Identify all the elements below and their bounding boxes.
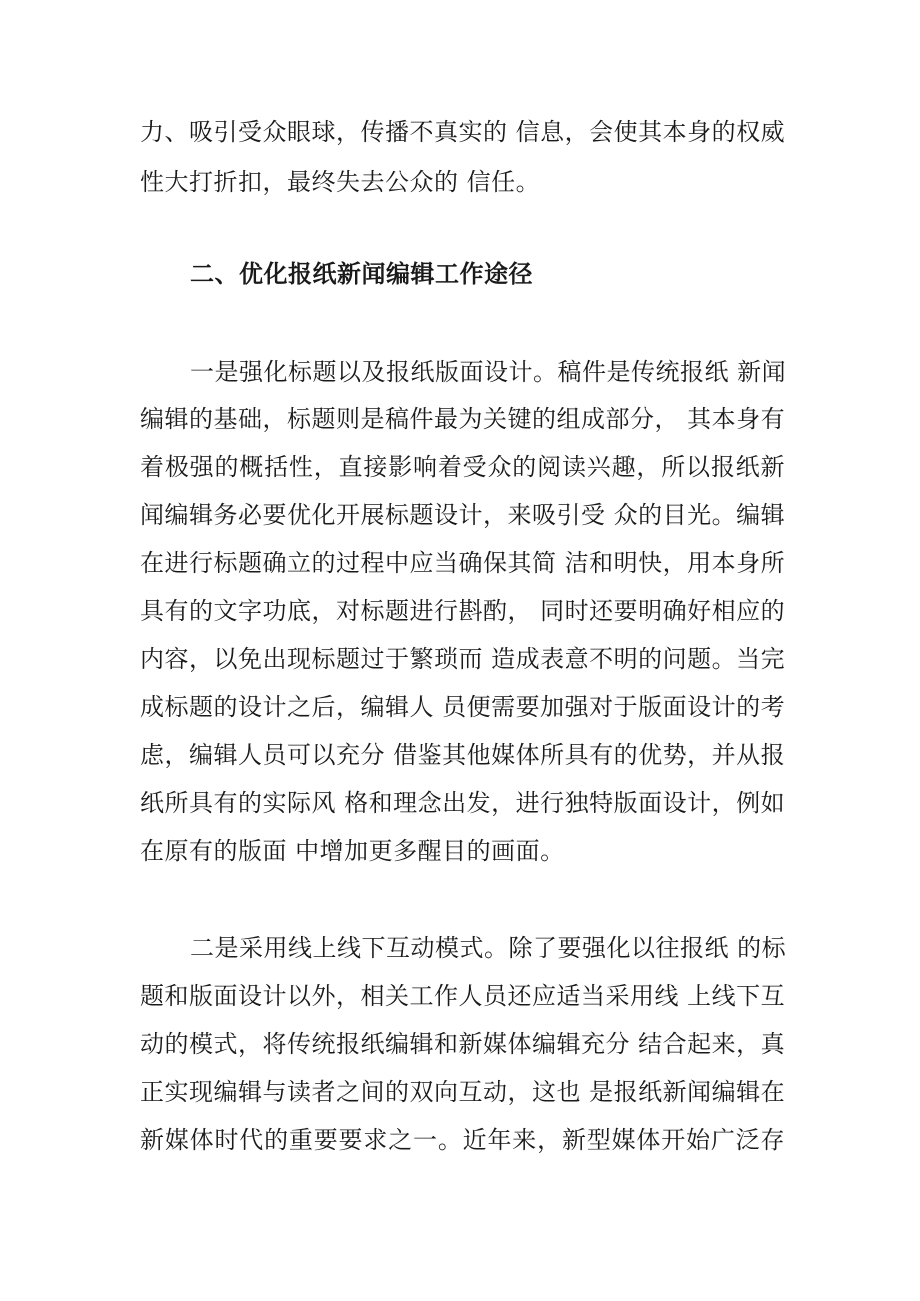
section-heading: 二、优化报纸新闻编辑工作途径 — [190, 260, 533, 288]
paragraph-2-line-1: 二是采用线上线下互动模式。除了要强化以往报纸 的标 — [190, 934, 787, 962]
paragraph-1-line-2: 编辑的基础，标题则是稿件最为关键的组成部分， 其本身有 — [140, 405, 786, 433]
continuation-line-1: 力、吸引受众眼球，传播不真实的 信息，会使其本身的权威 — [140, 118, 786, 146]
paragraph-1-line-8: 成标题的设计之后，编辑人 员便需要加强对于版面设计的考 — [140, 693, 786, 721]
paragraph-2-line-4: 正实现编辑与读者之间的双向互动，这也 是报纸新闻编辑在 — [140, 1078, 786, 1106]
paragraph-1-line-10: 纸所具有的实际风 格和理念出发，进行独特版面设计，例如 — [140, 789, 786, 817]
paragraph-2-line-2: 题和版面设计以外，相关工作人员还应适当采用线 上线下互 — [140, 982, 786, 1010]
paragraph-1-line-4: 闻编辑务必要优化开展标题设计，来吸引受 众的目光。编辑 — [140, 501, 786, 529]
continuation-line-2: 性大打折扣，最终失去公众的 信任。 — [140, 168, 541, 196]
paragraph-1-line-9: 虑，编辑人员可以充分 借鉴其他媒体所具有的优势，并从报 — [140, 741, 786, 769]
paragraph-1-line-7: 内容，以免出现标题过于繁琐而 造成表意不明的问题。当完 — [140, 645, 786, 673]
paragraph-1-line-6: 具有的文字功底，对标题进行斟酌， 同时还要明确好相应的 — [140, 597, 786, 625]
paragraph-1-line-11: 在原有的版面 中增加更多醒目的画面。 — [140, 837, 565, 865]
paragraph-2-line-5: 新媒体时代的重要要求之一。近年来，新型媒体开始广泛存 — [140, 1126, 785, 1154]
paragraph-1-line-3: 着极强的概括性，直接影响着受众的阅读兴趣，所以报纸新 — [140, 453, 785, 481]
paragraph-1-line-5: 在进行标题确立的过程中应当确保其简 洁和明快，用本身所 — [140, 549, 786, 577]
paragraph-1-line-1: 一是强化标题以及报纸版面设计。稿件是传统报纸 新闻 — [190, 358, 787, 386]
paragraph-2-line-3: 动的模式，将传统报纸编辑和新媒体编辑充分 结合起来，真 — [140, 1030, 786, 1058]
